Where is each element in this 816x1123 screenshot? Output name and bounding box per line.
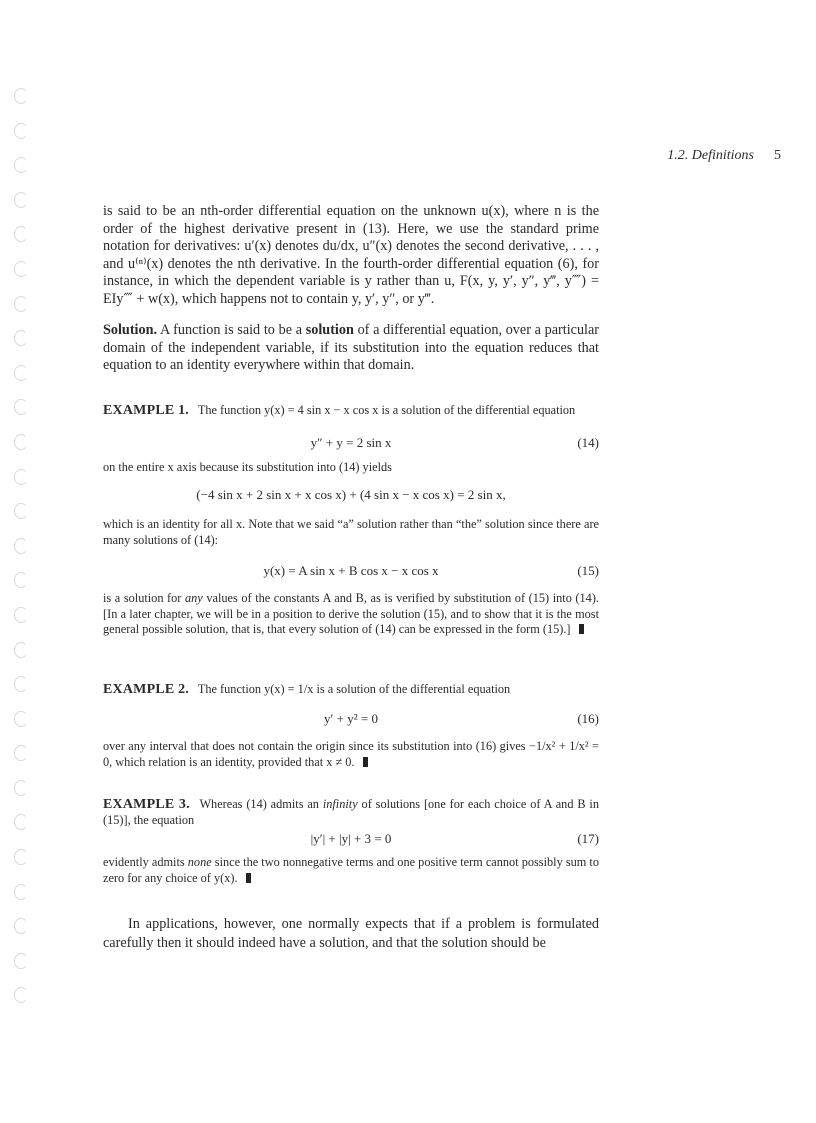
equation-17-number: (17) (577, 831, 599, 846)
equation-16 (103, 711, 599, 729)
qed-mark-1 (579, 624, 584, 634)
equation-15-number: (15) (577, 563, 599, 578)
example2-text2-body: over any interval that does not contain the origin since its substitution into (16) gives −1/x² + 1/x² = 0, which relation is an identity, provided that x ≠ 0. (103, 739, 599, 769)
solution-definition (103, 322, 599, 375)
solution-heading: Solution. (103, 322, 158, 338)
solution-text-after: of a differential equation, over a particular domain of the independent variable, if its substitution into the equation reduces that equation to an identity everywhere within that domain. (103, 322, 600, 373)
equation-substitution-body: (−4 sin x + 2 sin x + x cos x) + (4 sin x − x cos x) = 2 sin x, (196, 487, 506, 502)
example2-intro (103, 682, 599, 698)
section-title: 1.2. Definitions (667, 148, 754, 163)
example3-text-em: infinity (322, 797, 358, 811)
example1-text4 (103, 591, 599, 638)
example2-text2 (103, 739, 599, 770)
example2-label: EXAMPLE 2. (103, 682, 189, 697)
intro-paragraph: is said to be an nth-order differential equation on the unknown u(x), where n is the order of the highest derivative present in (13). Here, we use the standard prime notation for derivatives: u′(x) denotes du/dx, u″(x) denotes the second derivative, . . . , and u⁽ⁿ⁾(x) denotes the nth derivative. In the fourth-order differential equation (6), for instance, in which the dependent variable is y rather than u, F(x, y, y′, y″, y‴, y⁗) = EIy⁗ + w(x), which happens not to contain y, y′, y″, or y‴. (103, 203, 599, 307)
solution-term: solution (305, 322, 354, 338)
equation-14 (103, 435, 599, 453)
qed-mark-3 (246, 873, 251, 883)
final-paragraph: In applications, however, one normally expects that if a problem is formulated carefully then it should indeed have a solution, and that the solution should be (103, 916, 599, 951)
example3-label: EXAMPLE 3. (103, 797, 190, 812)
equation-14-body: y″ + y = 2 sin x (310, 435, 392, 450)
example3-text2-pre: evidently admits (103, 855, 185, 869)
example2-text: The function y(x) = 1/x is a solution of the differential equation (197, 682, 511, 696)
running-header (0, 148, 800, 168)
qed-mark-2 (363, 757, 368, 767)
equation-15 (103, 563, 599, 581)
binding-holes (14, 88, 36, 998)
page-number: 5 (774, 148, 781, 163)
example1-text4-post: values of the constants A and B, as is verified by substitution of (15) into (14). [In a later chapter, we will be in a position to derive the solution (15), and to show that it is the most general possible solution, that is, that every solution of (14) can be expressed in the form (15).] (103, 591, 599, 637)
example3-text2-post: since the two nonnegative terms and one positive term cannot possibly sum to zero for any choice of y(x). (103, 855, 599, 885)
example1-text3: which is an identity for all x. Note that we said “a” solution rather than “the” solution since there are many solutions of (14): (103, 517, 599, 547)
equation-17 (103, 831, 599, 849)
example3-intro (103, 797, 599, 828)
solution-text-before: A function is said to be a (159, 322, 303, 338)
equation-14-number: (14) (577, 435, 599, 450)
example3-text2 (103, 855, 599, 886)
equation-16-body: y′ + y² = 0 (324, 711, 378, 726)
equation-substitution (103, 487, 599, 505)
equation-16-number: (16) (577, 711, 599, 726)
example3-text-pre: Whereas (14) admits an (199, 797, 319, 811)
example1-text4-pre: is a solution for (103, 591, 182, 605)
example3-text2-em: none (187, 855, 212, 869)
equation-17-body: |y′| + |y| + 3 = 0 (310, 831, 392, 846)
example1-text4-em: any (185, 591, 203, 605)
example1-intro (103, 403, 599, 419)
example1-text2: on the entire x axis because its substitution into (14) yields (103, 460, 392, 474)
example3-text-post: of solutions [one for each choice of A and B in (15)], the equation (103, 797, 599, 827)
equation-15-body: y(x) = A sin x + B cos x − x cos x (263, 563, 439, 578)
example1-text: The function y(x) = 4 sin x − x cos x is a solution of the differential equation (197, 403, 576, 417)
example1-label: EXAMPLE 1. (103, 403, 189, 418)
